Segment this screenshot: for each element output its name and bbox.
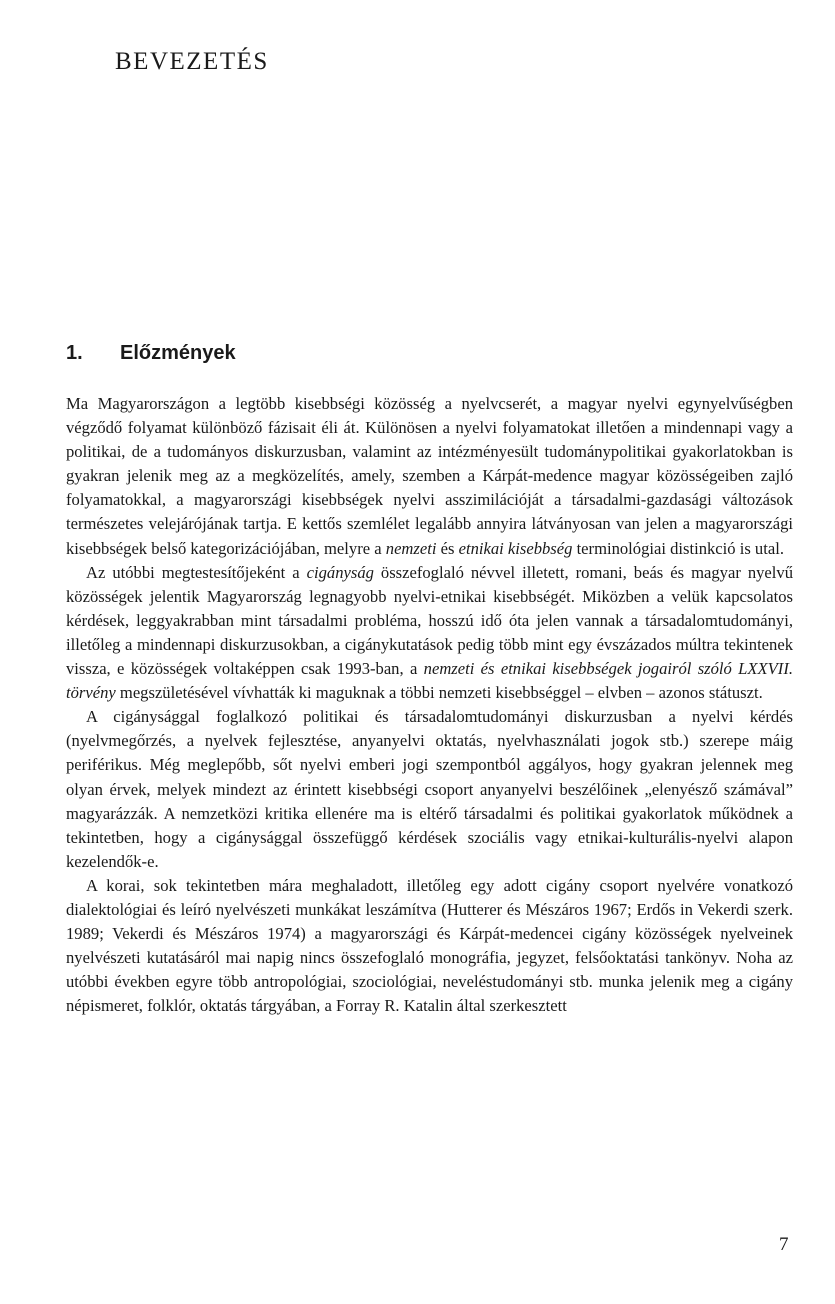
paragraph — [66, 705, 793, 874]
text-run: és — [436, 538, 459, 558]
section-heading — [66, 342, 236, 365]
italic-term: nemzeti és etnikai kisebbségek jogairól szóló LXXVII. törvény — [66, 659, 793, 703]
text-run: Az utóbbi megtestesítőjeként a — [86, 562, 307, 582]
italic-term: etnikai kisebbség — [458, 538, 573, 558]
paragraph — [66, 392, 793, 561]
text-run: Ma Magyarországon a legtöbb kisebbségi közösség a nyelvcserét, a magyar nyelvi egynyelvűségben végződő folyamat különböző fázisait éli át. Különösen a nyelvi folyamatokat illetően a mindennapi vagy a politikai, de a tudományos diskurzusban, valamint az intézményesült tudománypolitikai gyakorlatokban is gyakran jelenik meg az a megközelítés, amely, szemben a Kárpát-medence magyar közösségeiben zajló folyamatokkal, a magyarországi kisebbségek nyelvi asszimilációját a társadalmi-gazdasági változások természetes velejárójának tartja. E kettős szemlélet legalább annyira látványosan van jelen a magyarországi kisebbségek belső kategorizációjában, melyre a — [66, 394, 793, 558]
body-text — [66, 392, 793, 1018]
text-run: terminológiai distinkció is utal. — [572, 538, 784, 558]
text-run: A korai, sok tekintetben mára meghaladott, illetőleg egy adott cigány csoport nyelvére vonatkozó dialektológiai és leíró nyelvészeti munkákat leszámítva (Hutterer és Mészáros 1967; Erdős in Vekerdi szerk. 1989; Vekerdi és Mészáros 1974) a magyarországi és Kárpát-medencei cigány közösségek nyelveinek nyelvészeti kutatásáról mai napig nincs összefoglaló monográfia, jegyzet, felsőoktatási tankönyv. Noha az utóbbi években egyre több antropológiai, szociológiai, neveléstudományi stb. munka jelenik meg a cigány népismeret, folklór, oktatás tárgyában, a Forray R. Katalin által szerkesztett — [66, 875, 793, 1016]
paragraph — [66, 561, 793, 706]
text-run: összefoglaló névvel illetett, romani, beás és magyar nyelvű közösségek jelentik Magyarország legnagyobb nyelvi-etnikai kisebbségét. Miközben a velük kapcsolatos kérdések, leggyakrabban mint társadalmi probléma, hosszú idő óta jelen vannak a társadalomtudományi, illetőleg a mindennapi diskurzusokban, a cigánykutatások pedig több mint egy évszázados múltra tekintenek vissza, e közösségek voltaképpen csak 1993-ban, a — [66, 562, 794, 679]
italic-term: nemzeti — [385, 538, 437, 558]
text-run: A cigánysággal foglalkozó politikai és társadalomtudományi diskurzusban a nyelvi kérdés (nyelvmegőrzés, a nyelvek fejlesztése, anyanyelvi oktatás, nyelvhasználati jogok stb.) szerepe máig periférikus. Még meglepőbb, sőt nyelvi emberi jogi szempontból aggályos, hogy gyakran jelennek meg olyan érvek, melyek mindezt az érintett kisebbségi csoport anyanyelvi beszélőinek „elenyésző számával” magyarázzák. A nemzetközi kritika ellenére ma is eltérő társadalmi és politikai gyakorlatok működnek a tekintetben, hogy a cigánysággal összefüggő kérdések szociális vagy etnikai-kulturális-nyelvi alapon kezelendők-e. — [66, 707, 793, 871]
paragraph — [66, 874, 793, 1019]
chapter-title: BEVEZETÉS — [115, 48, 269, 75]
section-title: Előzmények — [120, 342, 236, 364]
page-number: 7 — [779, 1234, 789, 1255]
text-run: megszületésével vívhatták ki maguknak a többi nemzeti kisebbséggel – elvben – azonos státuszt. — [115, 683, 763, 703]
section-number: 1. — [66, 342, 83, 364]
italic-term: cigányság — [306, 562, 374, 582]
